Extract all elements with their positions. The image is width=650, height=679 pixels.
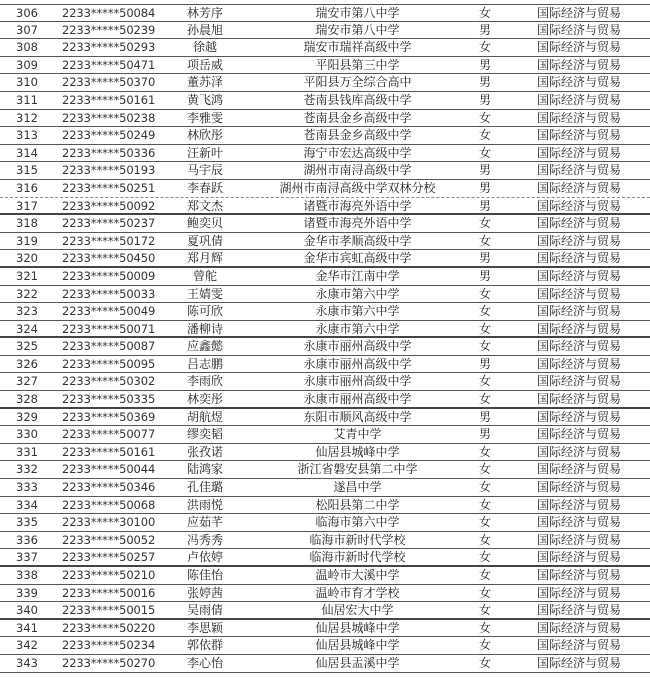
row-number: 310 bbox=[16, 75, 38, 90]
candidate-id: 2233*****50161 bbox=[62, 444, 156, 459]
row-number: 329 bbox=[16, 409, 38, 424]
table-row bbox=[0, 426, 650, 444]
row-number: 321 bbox=[16, 268, 38, 283]
school-name: 浙江省磐安县第二中学 bbox=[297, 462, 418, 477]
candidate-id: 2233*****50172 bbox=[62, 233, 156, 248]
student-name: 曾舵 bbox=[192, 268, 217, 283]
table-row bbox=[0, 620, 650, 638]
major: 国际经济与贸易 bbox=[537, 110, 622, 125]
major: 国际经济与贸易 bbox=[537, 550, 622, 565]
row-number: 309 bbox=[16, 57, 38, 72]
gender: 女 bbox=[478, 655, 491, 670]
major: 国际经济与贸易 bbox=[537, 233, 622, 248]
table-row bbox=[0, 162, 650, 180]
gender: 女 bbox=[478, 339, 491, 354]
table-row bbox=[0, 461, 650, 479]
school-name: 湖州市南浔高级中学双林分校 bbox=[279, 180, 436, 195]
row-number: 337 bbox=[16, 550, 38, 565]
gender: 男 bbox=[478, 268, 491, 283]
student-name: 林芳序 bbox=[186, 6, 223, 20]
school-name: 永康市丽州高级中学 bbox=[303, 356, 412, 371]
school-name: 永康市丽州高级中学 bbox=[303, 339, 412, 354]
table-row bbox=[0, 532, 650, 550]
candidate-id: 2233*****50009 bbox=[62, 268, 156, 283]
major: 国际经济与贸易 bbox=[537, 339, 622, 354]
table-row bbox=[0, 585, 650, 603]
table-row bbox=[0, 145, 650, 163]
student-name: 黄飞鸿 bbox=[186, 92, 223, 107]
school-name: 仙居县城峰中学 bbox=[315, 638, 400, 653]
student-name: 张婷茜 bbox=[186, 585, 223, 600]
major: 国际经济与贸易 bbox=[537, 497, 622, 512]
gender: 女 bbox=[478, 40, 491, 55]
gender: 女 bbox=[478, 374, 491, 389]
major: 国际经济与贸易 bbox=[537, 321, 622, 336]
student-name: 吴雨倩 bbox=[186, 603, 223, 618]
major: 国际经济与贸易 bbox=[537, 6, 622, 20]
candidate-id: 2233*****50092 bbox=[62, 198, 156, 213]
school-name: 海宁市宏达高级中学 bbox=[303, 145, 412, 160]
candidate-id: 2233*****50270 bbox=[62, 655, 156, 670]
school-name: 永康市第六中学 bbox=[315, 321, 400, 336]
major: 国际经济与贸易 bbox=[537, 427, 622, 442]
school-name: 仙居县盂溪中学 bbox=[315, 655, 400, 670]
candidate-id: 2233*****50087 bbox=[62, 339, 156, 354]
school-name: 温岭市育才学校 bbox=[315, 585, 400, 600]
major: 国际经济与贸易 bbox=[537, 444, 622, 459]
candidate-id: 2233*****50293 bbox=[62, 40, 156, 55]
table-row bbox=[0, 303, 650, 321]
major: 国际经济与贸易 bbox=[537, 620, 622, 635]
table-row bbox=[0, 637, 650, 655]
gender: 女 bbox=[478, 304, 491, 319]
row-number: 313 bbox=[16, 128, 38, 143]
row-number: 327 bbox=[16, 374, 38, 389]
major: 国际经济与贸易 bbox=[537, 40, 622, 55]
school-name: 临海市新时代学校 bbox=[309, 532, 406, 547]
school-name: 金华市宾虹高级中学 bbox=[303, 251, 412, 266]
table-row bbox=[0, 74, 650, 92]
candidate-id: 2233*****50084 bbox=[62, 6, 156, 20]
major: 国际经济与贸易 bbox=[537, 163, 622, 178]
gender: 女 bbox=[478, 286, 491, 301]
student-name: 林奕彤 bbox=[186, 392, 223, 407]
candidate-id: 2233*****50193 bbox=[62, 163, 156, 178]
row-number: 319 bbox=[16, 233, 38, 248]
candidate-id: 2233*****50234 bbox=[62, 638, 156, 653]
row-number: 339 bbox=[16, 585, 38, 600]
row-number: 336 bbox=[16, 532, 38, 547]
major: 国际经济与贸易 bbox=[537, 180, 622, 195]
student-name: 陈佳怡 bbox=[186, 568, 223, 582]
row-number: 320 bbox=[16, 251, 38, 266]
row-number: 338 bbox=[16, 568, 38, 582]
row-number: 308 bbox=[16, 40, 38, 55]
candidate-id: 2233*****50016 bbox=[62, 585, 156, 600]
gender: 女 bbox=[478, 216, 491, 231]
gender: 男 bbox=[478, 180, 491, 195]
candidate-id: 2233*****30100 bbox=[62, 515, 156, 530]
gender: 女 bbox=[478, 497, 491, 512]
school-name: 临海市新时代学校 bbox=[309, 550, 406, 565]
row-number: 330 bbox=[16, 427, 38, 442]
student-name: 徐越 bbox=[192, 40, 217, 55]
student-name: 林欣彤 bbox=[186, 128, 223, 143]
table-row bbox=[0, 514, 650, 532]
major: 国际经济与贸易 bbox=[537, 92, 622, 107]
major: 国际经济与贸易 bbox=[537, 655, 622, 670]
major: 国际经济与贸易 bbox=[537, 286, 622, 301]
student-name: 孙晨旭 bbox=[186, 22, 223, 37]
table-row bbox=[0, 39, 650, 57]
table-row bbox=[0, 549, 650, 567]
candidate-id: 2233*****50068 bbox=[62, 497, 156, 512]
gender: 女 bbox=[478, 321, 491, 336]
candidate-id: 2233*****50336 bbox=[62, 145, 156, 160]
admission-list-table bbox=[0, 4, 650, 673]
school-name: 永康市第六中学 bbox=[315, 286, 400, 301]
school-name: 永康市丽州高级中学 bbox=[303, 374, 412, 389]
school-name: 平阳县第三中学 bbox=[315, 57, 400, 72]
student-name: 董苏泽 bbox=[186, 75, 223, 90]
gender: 男 bbox=[478, 22, 491, 37]
student-name: 项岳威 bbox=[186, 57, 223, 72]
school-name: 永康市第六中学 bbox=[315, 304, 400, 319]
row-number: 335 bbox=[16, 515, 38, 530]
school-name: 艾青中学 bbox=[333, 427, 382, 442]
candidate-id: 2233*****50077 bbox=[62, 427, 156, 442]
gender: 男 bbox=[478, 427, 491, 442]
candidate-id: 2233*****50095 bbox=[62, 356, 156, 371]
gender: 女 bbox=[478, 532, 491, 547]
major: 国际经济与贸易 bbox=[537, 75, 622, 90]
row-number: 328 bbox=[16, 392, 38, 407]
gender: 男 bbox=[478, 251, 491, 266]
table-row bbox=[0, 567, 650, 585]
school-name: 永康市丽州高级中学 bbox=[303, 392, 412, 407]
gender: 女 bbox=[478, 462, 491, 477]
student-name: 陈可欣 bbox=[186, 304, 223, 319]
major: 国际经济与贸易 bbox=[537, 638, 622, 653]
major: 国际经济与贸易 bbox=[537, 356, 622, 371]
gender: 女 bbox=[478, 585, 491, 600]
major: 国际经济与贸易 bbox=[537, 128, 622, 143]
student-name: 李春跃 bbox=[186, 180, 223, 195]
gender: 女 bbox=[478, 392, 491, 407]
school-name: 平阳县万全综合高中 bbox=[303, 75, 412, 90]
candidate-id: 2233*****50044 bbox=[62, 462, 156, 477]
row-number: 341 bbox=[16, 620, 38, 635]
student-name: 应茹芊 bbox=[186, 515, 223, 530]
gender: 女 bbox=[478, 444, 491, 459]
row-number: 342 bbox=[16, 638, 38, 653]
candidate-id: 2233*****50237 bbox=[62, 216, 156, 231]
gender: 女 bbox=[478, 620, 491, 635]
candidate-id: 2233*****50369 bbox=[62, 409, 156, 424]
table-row bbox=[0, 479, 650, 497]
student-name: 李雨欣 bbox=[186, 374, 223, 389]
major: 国际经济与贸易 bbox=[537, 145, 622, 160]
table-row bbox=[0, 286, 650, 304]
school-name: 仙居县城峰中学 bbox=[315, 620, 400, 635]
table-row bbox=[0, 356, 650, 374]
major: 国际经济与贸易 bbox=[537, 392, 622, 407]
school-name: 苍南县钱库高级中学 bbox=[303, 92, 412, 107]
gender: 男 bbox=[478, 92, 491, 107]
row-number: 312 bbox=[16, 110, 38, 125]
student-name: 胡航煜 bbox=[186, 409, 223, 424]
school-name: 仙居宏大中学 bbox=[321, 603, 394, 618]
table-row bbox=[0, 373, 650, 391]
table-row bbox=[0, 180, 650, 198]
table-row bbox=[0, 127, 650, 145]
row-number: 316 bbox=[16, 180, 38, 195]
major: 国际经济与贸易 bbox=[537, 198, 622, 213]
major: 国际经济与贸易 bbox=[537, 515, 622, 530]
student-name: 郑月辉 bbox=[186, 251, 223, 266]
student-name: 郭依群 bbox=[186, 638, 223, 653]
gender: 男 bbox=[478, 409, 491, 424]
major: 国际经济与贸易 bbox=[537, 585, 622, 600]
row-number: 322 bbox=[16, 286, 38, 301]
row-number: 334 bbox=[16, 497, 38, 512]
candidate-id: 2233*****50052 bbox=[62, 532, 156, 547]
table-row bbox=[0, 198, 650, 216]
student-name: 王婧雯 bbox=[186, 286, 223, 301]
table-row bbox=[0, 22, 650, 40]
row-number: 331 bbox=[16, 444, 38, 459]
school-name: 金华市孝顺高级中学 bbox=[303, 233, 412, 248]
student-name: 吕志鹏 bbox=[186, 356, 223, 371]
candidate-id: 2233*****50370 bbox=[62, 75, 156, 90]
row-number: 314 bbox=[16, 145, 38, 160]
major: 国际经济与贸易 bbox=[537, 216, 622, 231]
table-row bbox=[0, 497, 650, 515]
table-row bbox=[0, 215, 650, 233]
school-name: 遂昌中学 bbox=[333, 480, 382, 495]
table-row bbox=[0, 110, 650, 128]
row-number: 343 bbox=[16, 655, 38, 670]
candidate-id: 2233*****50239 bbox=[62, 22, 156, 37]
gender: 女 bbox=[478, 515, 491, 530]
row-number: 306 bbox=[16, 6, 38, 20]
school-name: 仙居县城峰中学 bbox=[315, 444, 400, 459]
candidate-id: 2233*****50335 bbox=[62, 392, 156, 407]
table-row bbox=[0, 233, 650, 251]
student-name: 潘柳诗 bbox=[186, 321, 223, 336]
table-row bbox=[0, 391, 650, 409]
school-name: 湖州市南浔高级中学 bbox=[303, 163, 412, 178]
table-row bbox=[0, 655, 650, 673]
candidate-id: 2233*****50033 bbox=[62, 286, 156, 301]
table-row bbox=[0, 409, 650, 427]
school-name: 金华市江南中学 bbox=[315, 268, 400, 283]
candidate-id: 2233*****50220 bbox=[62, 620, 156, 635]
school-name: 苍南县金乡高级中学 bbox=[303, 110, 412, 125]
gender: 女 bbox=[478, 568, 491, 582]
school-name: 诸暨市海亮外语中学 bbox=[303, 216, 412, 231]
major: 国际经济与贸易 bbox=[537, 304, 622, 319]
row-number: 315 bbox=[16, 163, 38, 178]
gender: 男 bbox=[478, 75, 491, 90]
school-name: 苍南县金乡高级中学 bbox=[303, 128, 412, 143]
student-name: 李雅雯 bbox=[186, 110, 223, 125]
school-name: 临海市第六中学 bbox=[315, 515, 400, 530]
row-number: 340 bbox=[16, 603, 38, 618]
candidate-id: 2233*****50249 bbox=[62, 128, 156, 143]
student-name: 鲍奕贝 bbox=[186, 216, 223, 231]
candidate-id: 2233*****50450 bbox=[62, 251, 156, 266]
student-name: 缪奕韬 bbox=[186, 427, 223, 442]
row-number: 311 bbox=[16, 92, 38, 107]
row-number: 333 bbox=[16, 480, 38, 495]
major: 国际经济与贸易 bbox=[537, 532, 622, 547]
school-name: 温岭市大溪中学 bbox=[315, 568, 400, 582]
student-name: 应鑫懿 bbox=[186, 339, 223, 354]
gender: 女 bbox=[478, 128, 491, 143]
major: 国际经济与贸易 bbox=[537, 603, 622, 618]
gender: 女 bbox=[478, 233, 491, 248]
row-number: 326 bbox=[16, 356, 38, 371]
major: 国际经济与贸易 bbox=[537, 462, 622, 477]
student-name: 洪雨悦 bbox=[186, 497, 223, 512]
school-name: 诸暨市海亮外语中学 bbox=[303, 198, 412, 213]
school-name: 松阳县第二中学 bbox=[315, 497, 400, 512]
student-name: 李思颖 bbox=[186, 620, 223, 635]
gender: 女 bbox=[478, 6, 491, 20]
candidate-id: 2233*****50302 bbox=[62, 374, 156, 389]
student-name: 陆鸿家 bbox=[186, 462, 223, 477]
row-number: 324 bbox=[16, 321, 38, 336]
table-row bbox=[0, 602, 650, 620]
student-name: 马宇辰 bbox=[186, 163, 223, 178]
table-row bbox=[0, 250, 650, 268]
gender: 女 bbox=[478, 638, 491, 653]
gender: 女 bbox=[478, 110, 491, 125]
student-name: 冯秀秀 bbox=[186, 532, 223, 547]
major: 国际经济与贸易 bbox=[537, 57, 622, 72]
table-row bbox=[0, 57, 650, 75]
row-number: 332 bbox=[16, 462, 38, 477]
major: 国际经济与贸易 bbox=[537, 480, 622, 495]
candidate-id: 2233*****50471 bbox=[62, 57, 156, 72]
school-name: 瑞安市第八中学 bbox=[315, 6, 400, 20]
table-row bbox=[0, 4, 650, 22]
candidate-id: 2233*****50210 bbox=[62, 568, 156, 582]
row-number: 325 bbox=[16, 339, 38, 354]
gender: 男 bbox=[478, 163, 491, 178]
school-name: 东阳市顺风高级中学 bbox=[303, 409, 412, 424]
student-name: 卢依婷 bbox=[186, 550, 223, 565]
row-number: 317 bbox=[16, 198, 38, 213]
gender: 男 bbox=[478, 356, 491, 371]
candidate-id: 2233*****50015 bbox=[62, 603, 156, 618]
gender: 女 bbox=[478, 603, 491, 618]
table-row bbox=[0, 321, 650, 339]
gender: 男 bbox=[478, 57, 491, 72]
major: 国际经济与贸易 bbox=[537, 268, 622, 283]
candidate-id: 2233*****50257 bbox=[62, 550, 156, 565]
candidate-id: 2233*****50238 bbox=[62, 110, 156, 125]
school-name: 瑞安市第八中学 bbox=[315, 22, 400, 37]
student-name: 李心怡 bbox=[186, 655, 223, 670]
major: 国际经济与贸易 bbox=[537, 568, 622, 582]
school-name: 瑞安市瑞祥高级中学 bbox=[303, 40, 412, 55]
candidate-id: 2233*****50346 bbox=[62, 480, 156, 495]
gender: 女 bbox=[478, 550, 491, 565]
row-number: 323 bbox=[16, 304, 38, 319]
row-number: 307 bbox=[16, 22, 38, 37]
major: 国际经济与贸易 bbox=[537, 374, 622, 389]
student-name: 郑文杰 bbox=[186, 198, 223, 213]
student-name: 夏巩倩 bbox=[186, 233, 223, 248]
gender: 女 bbox=[478, 145, 491, 160]
major: 国际经济与贸易 bbox=[537, 22, 622, 37]
table-row bbox=[0, 444, 650, 462]
table-row bbox=[0, 268, 650, 286]
student-name: 汪新叶 bbox=[186, 145, 223, 160]
table-row bbox=[0, 338, 650, 356]
row-number: 318 bbox=[16, 216, 38, 231]
table-row bbox=[0, 92, 650, 110]
candidate-id: 2233*****50049 bbox=[62, 304, 156, 319]
major: 国际经济与贸易 bbox=[537, 409, 622, 424]
candidate-id: 2233*****50161 bbox=[62, 92, 156, 107]
candidate-id: 2233*****50071 bbox=[62, 321, 156, 336]
major: 国际经济与贸易 bbox=[537, 251, 622, 266]
candidate-id: 2233*****50251 bbox=[62, 180, 156, 195]
student-name: 张孜诺 bbox=[186, 444, 223, 459]
gender: 男 bbox=[478, 198, 491, 213]
student-name: 孔佳璐 bbox=[186, 480, 223, 495]
gender: 女 bbox=[478, 480, 491, 495]
